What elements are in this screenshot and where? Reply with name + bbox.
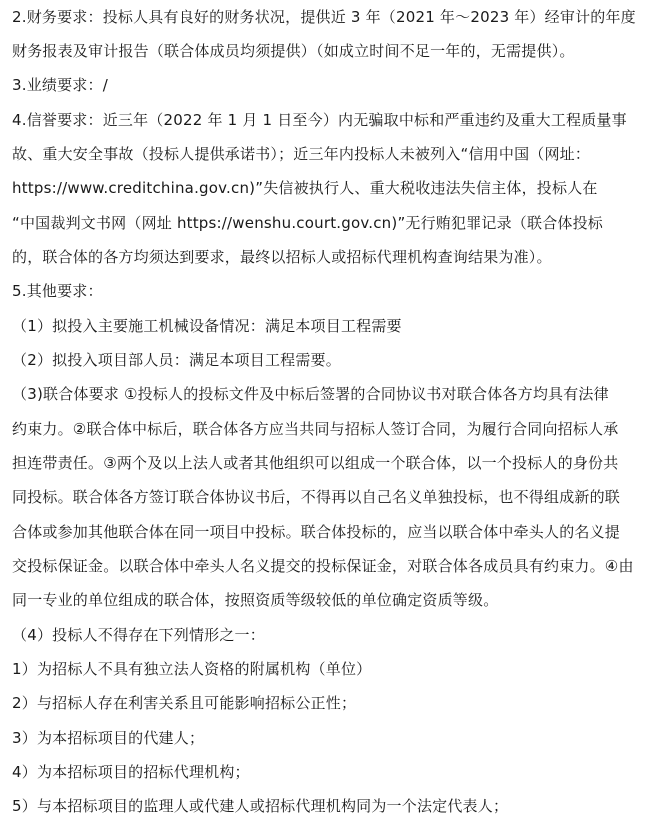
text-line: （4）投标人不得存在下列情形之一：	[12, 626, 265, 644]
text-line: “中国裁判文书网（网址 https://wenshu.court.gov.cn)”无行贿犯罪记录（联合体投标	[12, 214, 604, 232]
text-line: 2）与招标人存在利害关系且可能影响招标公正性；	[12, 694, 357, 712]
text-line: （1）拟投入主要施工机械设备情况：满足本项目工程需要	[12, 317, 402, 335]
text-line: 约束力。②联合体中标后，联合体各方应当共同与招标人签订合同，为履行合同向招标人承	[12, 420, 619, 438]
text-line: 2.财务要求：投标人具有良好的财务状况，提供近 3 年（2021 年～2023 年）经审计的年度	[12, 8, 636, 26]
text-line: 3）为本招标项目的代建人；	[12, 729, 205, 747]
text-line: 同一专业的单位组成的联合体，按照资质等级较低的单位确定资质等级。	[12, 591, 499, 609]
text-line: 合体或参加其他联合体在同一项目中投标。联合体投标的，应当以联合体中牵头人的名义提	[12, 523, 621, 541]
text-line: 5.其他要求：	[12, 282, 103, 300]
text-line: 故、重大安全事故（投标人提供承诺书）；近三年内投标人未被列入“信用中国（网址：	[12, 145, 591, 163]
text-line: 4）为本招标项目的招标代理机构；	[12, 763, 250, 781]
text-line: 的，联合体的各方均须达到要求，最终以招标人或招标代理机构查询结果为准）。	[12, 248, 552, 266]
text-line: 5）与本招标项目的监理人或代建人或招标代理机构同为一个法定代表人；	[12, 797, 509, 815]
text-line: 1）为招标人不具有独立法人资格的附属机构（单位）	[12, 660, 372, 678]
text-line: （3)联合体要求 ①投标人的投标文件及中标后签署的合同协议书对联合体各方均具有法律	[12, 385, 609, 403]
text-line: （2）拟投入项目部人员：满足本项目工程需要。	[12, 351, 341, 369]
text-line: 3.业绩要求：/	[12, 76, 108, 94]
text-line: 担连带责任。③两个及以上法人或者其他组织可以组成一个联合体，以一个投标人的身份共	[12, 454, 619, 472]
text-line: 4.信誉要求：近三年（2022 年 1 月 1 日至今）内无骗取中标和严重违约及重大工程质量事	[12, 111, 627, 129]
text-line: 财务报表及审计报告（联合体成员均须提供）（如成立时间不足一年的，无需提供）。	[12, 42, 575, 60]
text-line: 交投标保证金。以联合体中牵头人名义提交的投标保证金，对联合体各成员具有约束力。④由	[12, 557, 634, 575]
text-line: https://www.creditchina.gov.cn)”失信被执行人、重大税收违法失信主体，投标人在	[12, 179, 598, 197]
text-line: 同投标。联合体各方签订联合体协议书后，不得再以自己名义单独投标，也不得组成新的联	[12, 488, 621, 506]
